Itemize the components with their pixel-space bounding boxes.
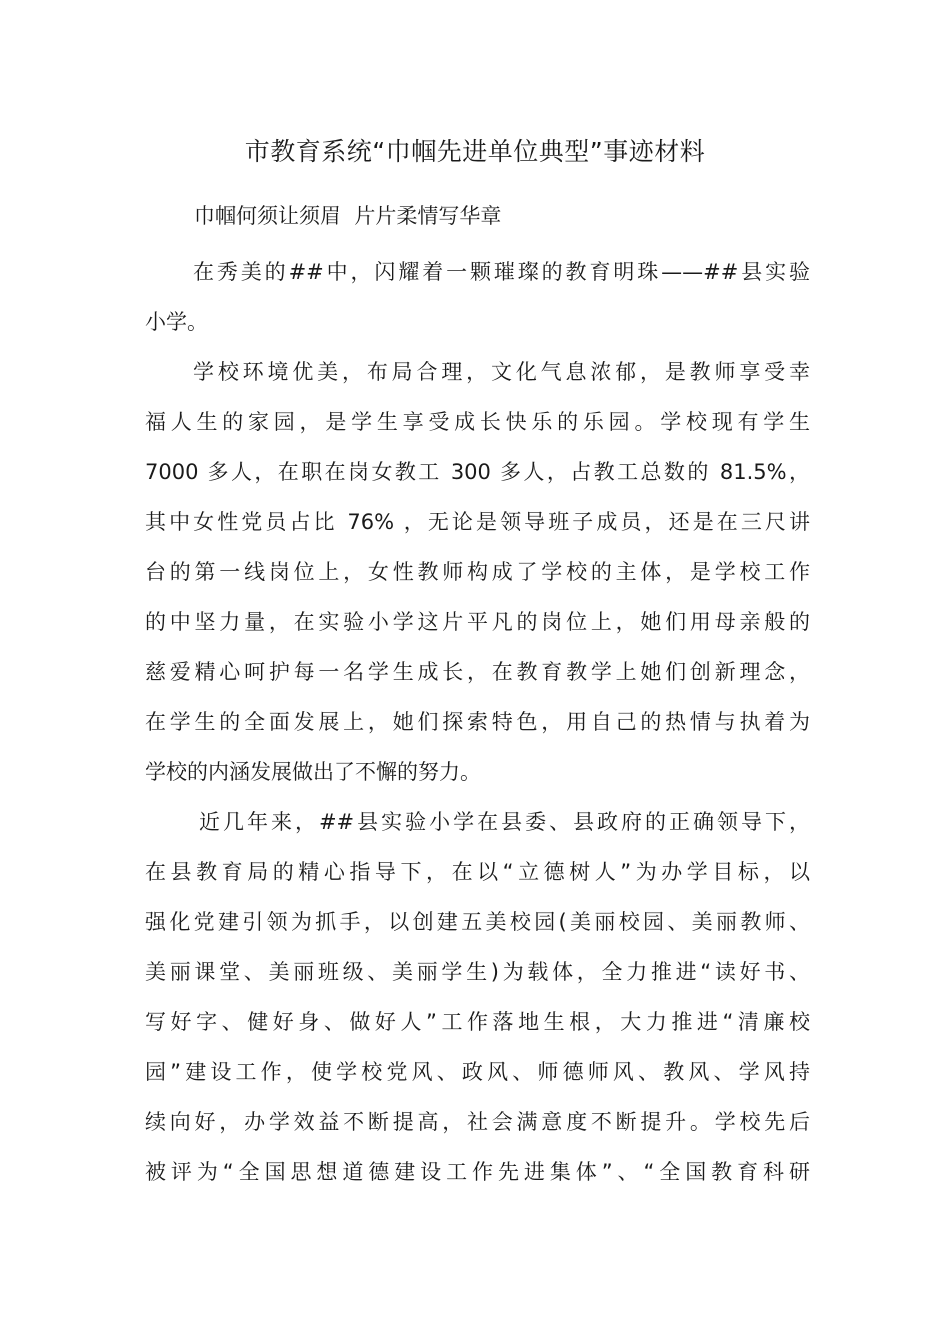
paragraph-2-line-3: 7000 多人，在职在岗女教工 300 多人，占教工总数的 81.5%，: [145, 460, 810, 484]
paragraph-3-line-3: 强化党建引领为抓手，以创建五美校园(美丽校园、美丽教师、: [145, 910, 810, 934]
paragraph-2-line-7: 慈爱精心呵护每一名学生成长，在教育教学上她们创新理念，: [145, 660, 810, 684]
paragraph-2-line-9: 学校的内涵发展做出了不懈的努力。: [145, 760, 481, 784]
paragraph-3-line-6: 园”建设工作，使学校党风、政风、师德师风、教风、学风持: [145, 1060, 810, 1084]
document-title: 市教育系统“巾帼先进单位典型”事迹材料: [244, 137, 706, 166]
paragraph-2-line-6: 的中坚力量，在实验小学这片平凡的岗位上，她们用母亲般的: [145, 610, 810, 634]
paragraph-2-line-1: 学校环境优美，布局合理，文化气息浓郁，是教师享受幸: [193, 360, 810, 384]
paragraph-3-line-5: 写好字、健好身、做好人”工作落地生根，大力推进“清廉校: [145, 1010, 810, 1034]
paragraph-2-line-4: 其中女性党员占比 76% ，无论是领导班子成员，还是在三尺讲: [145, 510, 810, 534]
paragraph-3-line-1: 近几年来，##县实验小学在县委、县政府的正确领导下，: [199, 810, 810, 834]
paragraph-3-line-4: 美丽课堂、美丽班级、美丽学生)为载体，全力推进“读好书、: [145, 960, 810, 984]
document-subtitle: 巾帼何须让须眉 片片柔情写华章: [194, 204, 502, 228]
paragraph-1-line-1: 在秀美的##中，闪耀着一颗璀璨的教育明珠——##县实验: [193, 260, 810, 284]
paragraph-2-line-2: 福人生的家园，是学生享受成长快乐的乐园。学校现有学生: [145, 410, 810, 434]
paragraph-3-line-7: 续向好，办学效益不断提高，社会满意度不断提升。学校先后: [145, 1110, 810, 1134]
paragraph-2-line-8: 在学生的全面发展上，她们探索特色，用自己的热情与执着为: [145, 710, 810, 734]
paragraph-2-line-5: 台的第一线岗位上，女性教师构成了学校的主体，是学校工作: [145, 560, 810, 584]
document-body: [145, 247, 810, 1197]
paragraph-1-line-2: 小学。: [145, 310, 208, 334]
paragraph-3-line-8: 被评为“全国思想道德建设工作先进集体”、“全国教育科研: [145, 1160, 810, 1184]
paragraph-3-line-2: 在县教育局的精心指导下，在以“立德树人”为办学目标，以: [145, 860, 810, 884]
